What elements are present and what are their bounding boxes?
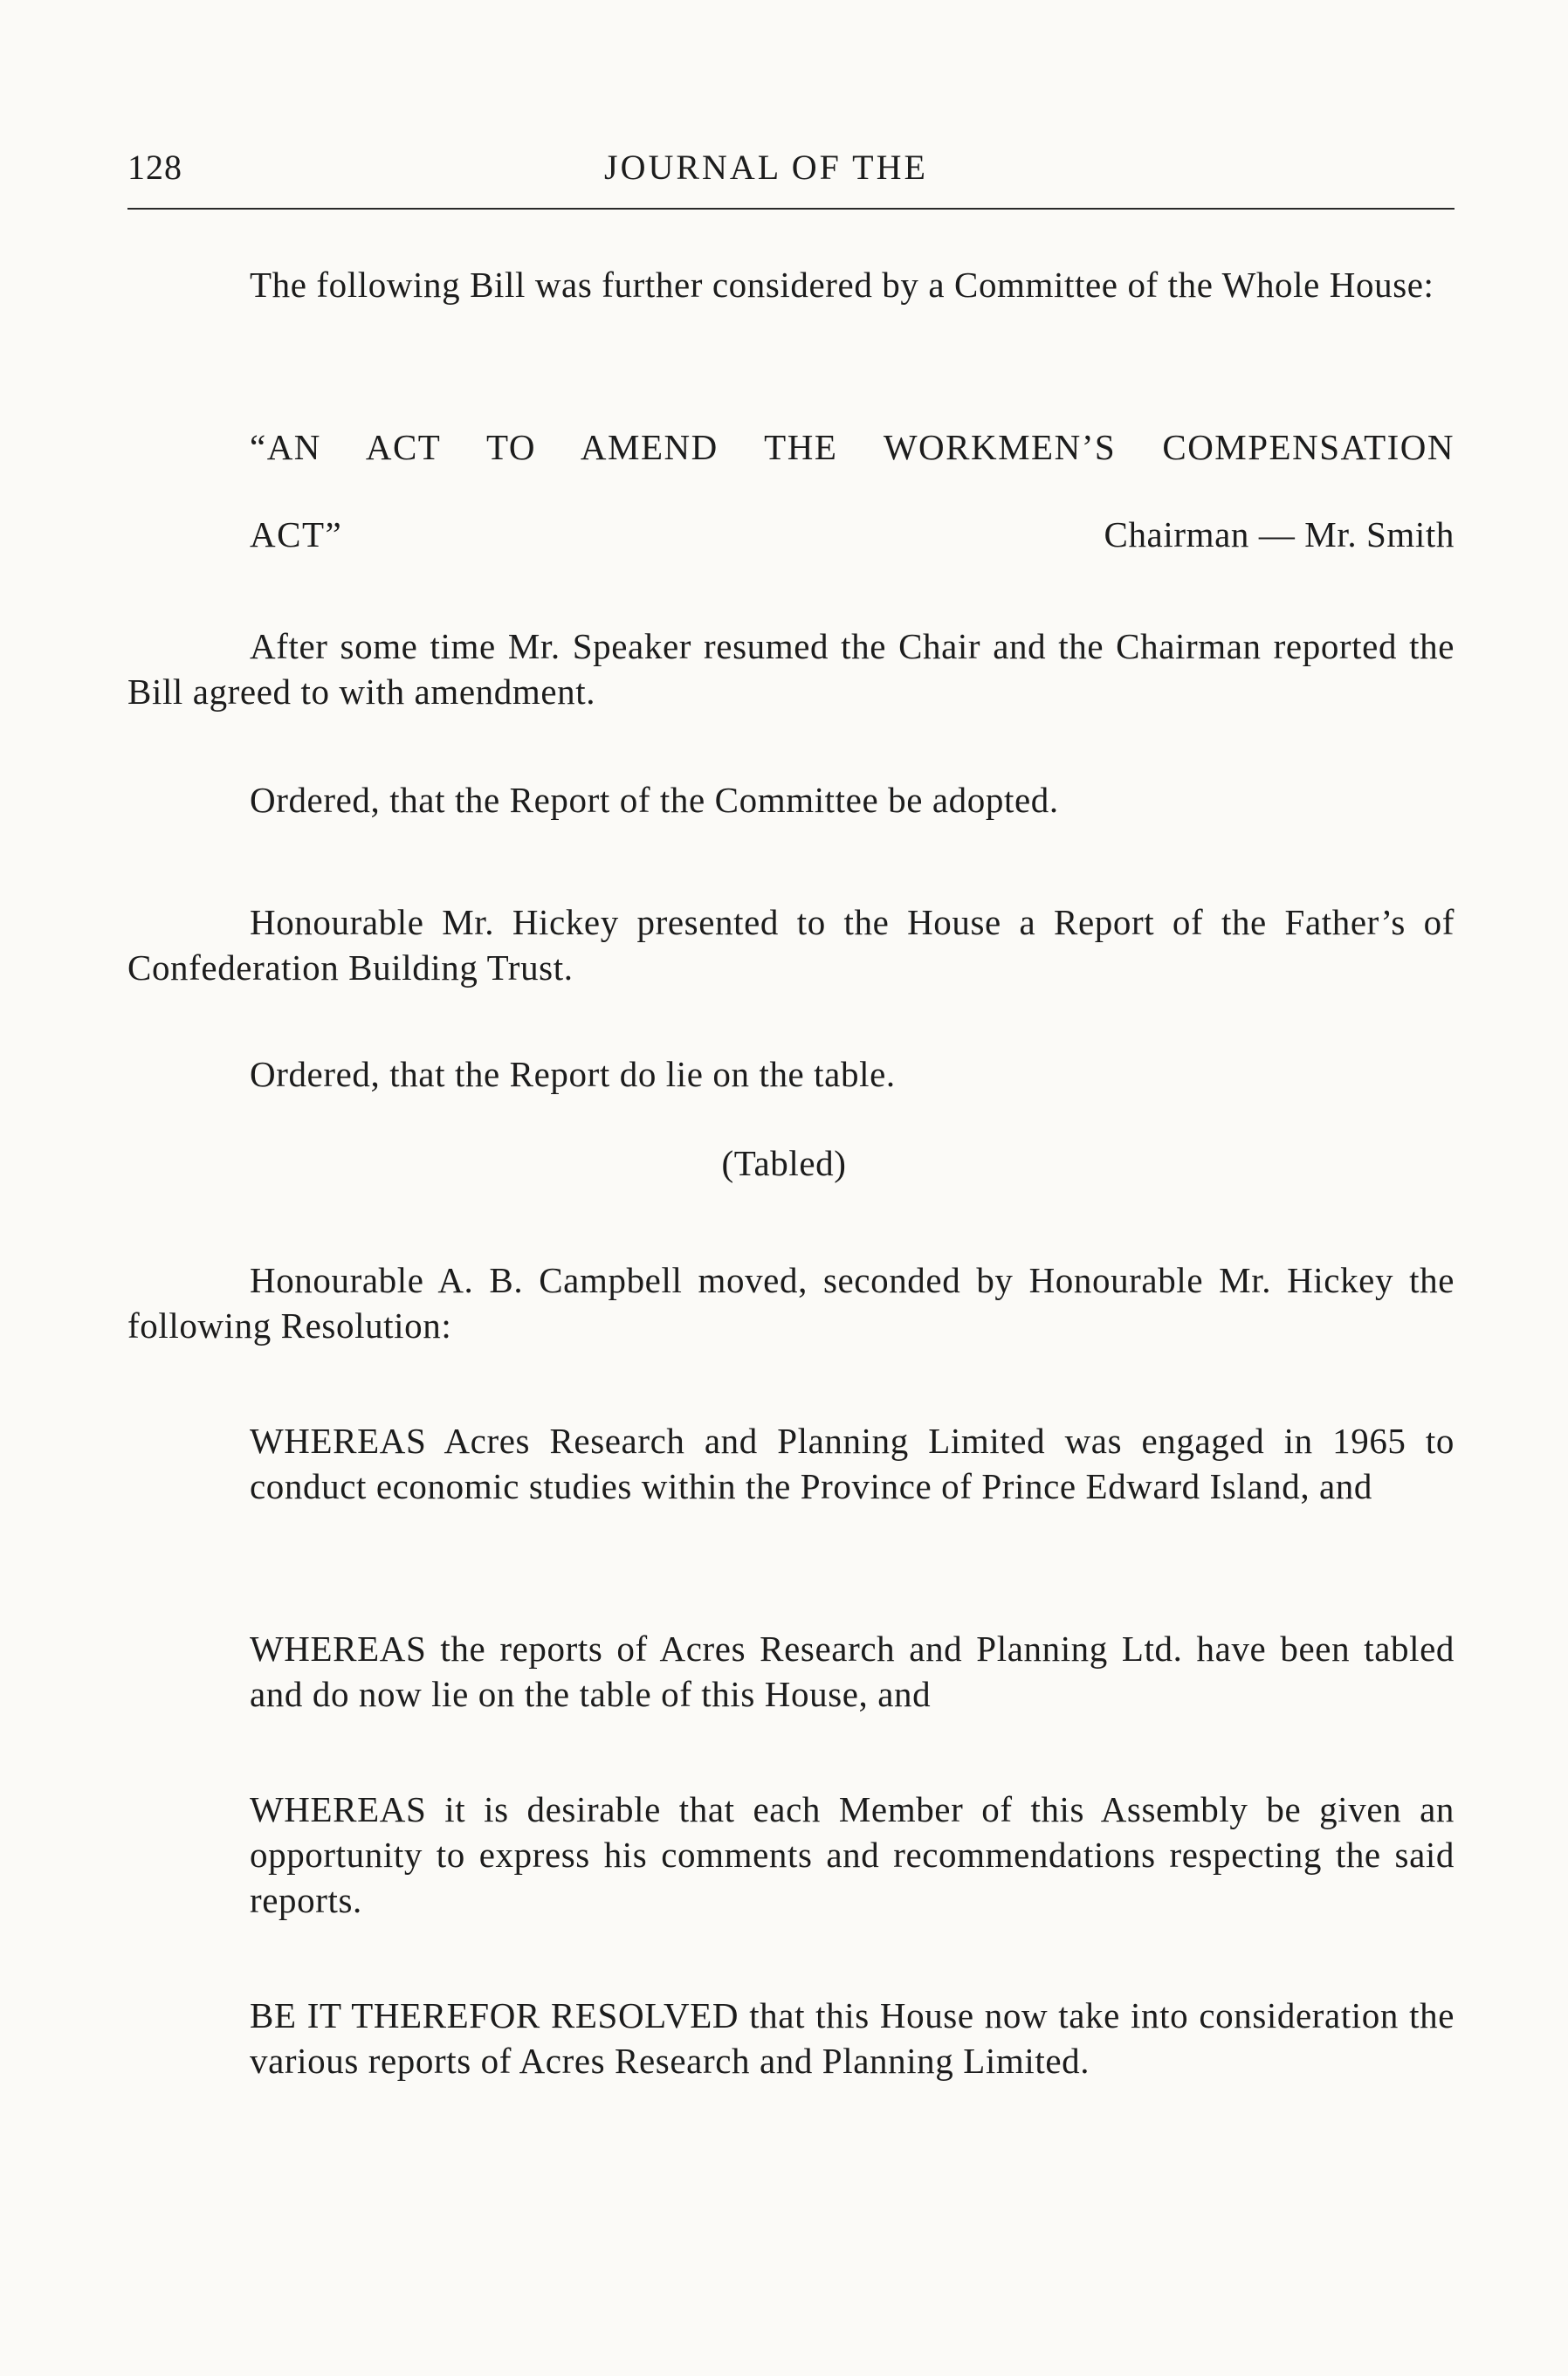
paragraph-bill-considered: The following Bill was further considered by a Committee of the Whole House: bbox=[250, 265, 1434, 305]
bill-title: “AN ACT TO AMEND THE WORKMEN’S COMPENSATION bbox=[250, 427, 1455, 467]
paragraph-report-adopted: Ordered, that the Report of the Committee be adopted. bbox=[250, 780, 1059, 820]
page-number: 128 bbox=[127, 148, 182, 187]
header-rule bbox=[127, 208, 1455, 210]
chairman-line: Chairman — Mr. Smith bbox=[1104, 514, 1455, 554]
paragraph-campbell-moved: Honourable A. B. Campbell moved, seconded by Honourable Mr. Hickey the following Resolution: bbox=[127, 1260, 1455, 1346]
resolution-whereas-3: WHEREAS it is desirable that each Member of this Assembly be given an opportunity to express his comments and recommendations respecting the said reports. bbox=[250, 1789, 1455, 1920]
running-head: JOURNAL OF THE bbox=[604, 148, 928, 187]
bill-title-end: ACT” bbox=[250, 514, 343, 554]
resolution-whereas-2: WHEREAS the reports of Acres Research and Planning Ltd. have been tabled and do now lie on the table of this House, and bbox=[250, 1629, 1455, 1714]
page-header bbox=[127, 147, 1455, 196]
paragraph-hickey-report: Honourable Mr. Hickey presented to the House a Report of the Father’s of Confederation Building Trust. bbox=[127, 902, 1455, 988]
tabled-note: (Tabled) bbox=[721, 1143, 847, 1183]
resolution-whereas-1: WHEREAS Acres Research and Planning Limited was engaged in 1965 to conduct economic studies within the Province of Prince Edward Island, and bbox=[250, 1421, 1455, 1506]
paragraph-report-lie: Ordered, that the Report do lie on the table. bbox=[250, 1054, 896, 1094]
resolution-resolved: BE IT THEREFOR RESOLVED that this House now take into consideration the various reports of Acres Research and Planning Limited. bbox=[250, 1995, 1455, 2081]
paragraph-speaker-resumed: After some time Mr. Speaker resumed the Chair and the Chairman reported the Bill agreed to with amendment. bbox=[127, 626, 1455, 712]
